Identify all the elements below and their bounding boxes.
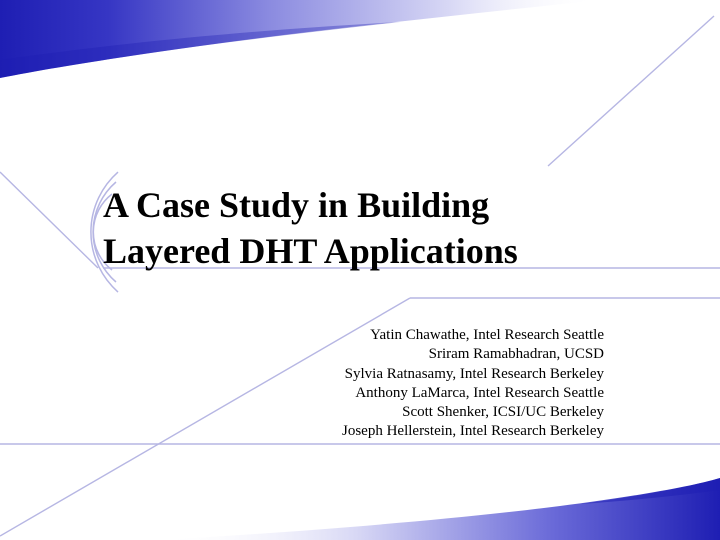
- author-line: Sylvia Ratnasamy, Intel Research Berkeley: [344, 365, 604, 382]
- slide-title: [103, 182, 663, 274]
- title-line-1: A Case Study in Building: [103, 185, 490, 225]
- top-swoosh: [0, 0, 600, 78]
- author-line: Yatin Chawathe, Intel Research Seattle: [370, 327, 604, 343]
- author-line: Scott Shenker, ICSI/UC Berkeley: [402, 404, 604, 421]
- bottom-swoosh: [160, 478, 720, 540]
- author-list: [260, 326, 604, 442]
- author-line: Joseph Hellerstein, Intel Research Berkeley: [342, 423, 604, 440]
- author-line: Sriram Ramabhadran, UCSD: [428, 346, 604, 363]
- title-line-2: Layered DHT Applications: [103, 231, 518, 271]
- author-line: Anthony LaMarca, Intel Research Seattle: [355, 384, 604, 401]
